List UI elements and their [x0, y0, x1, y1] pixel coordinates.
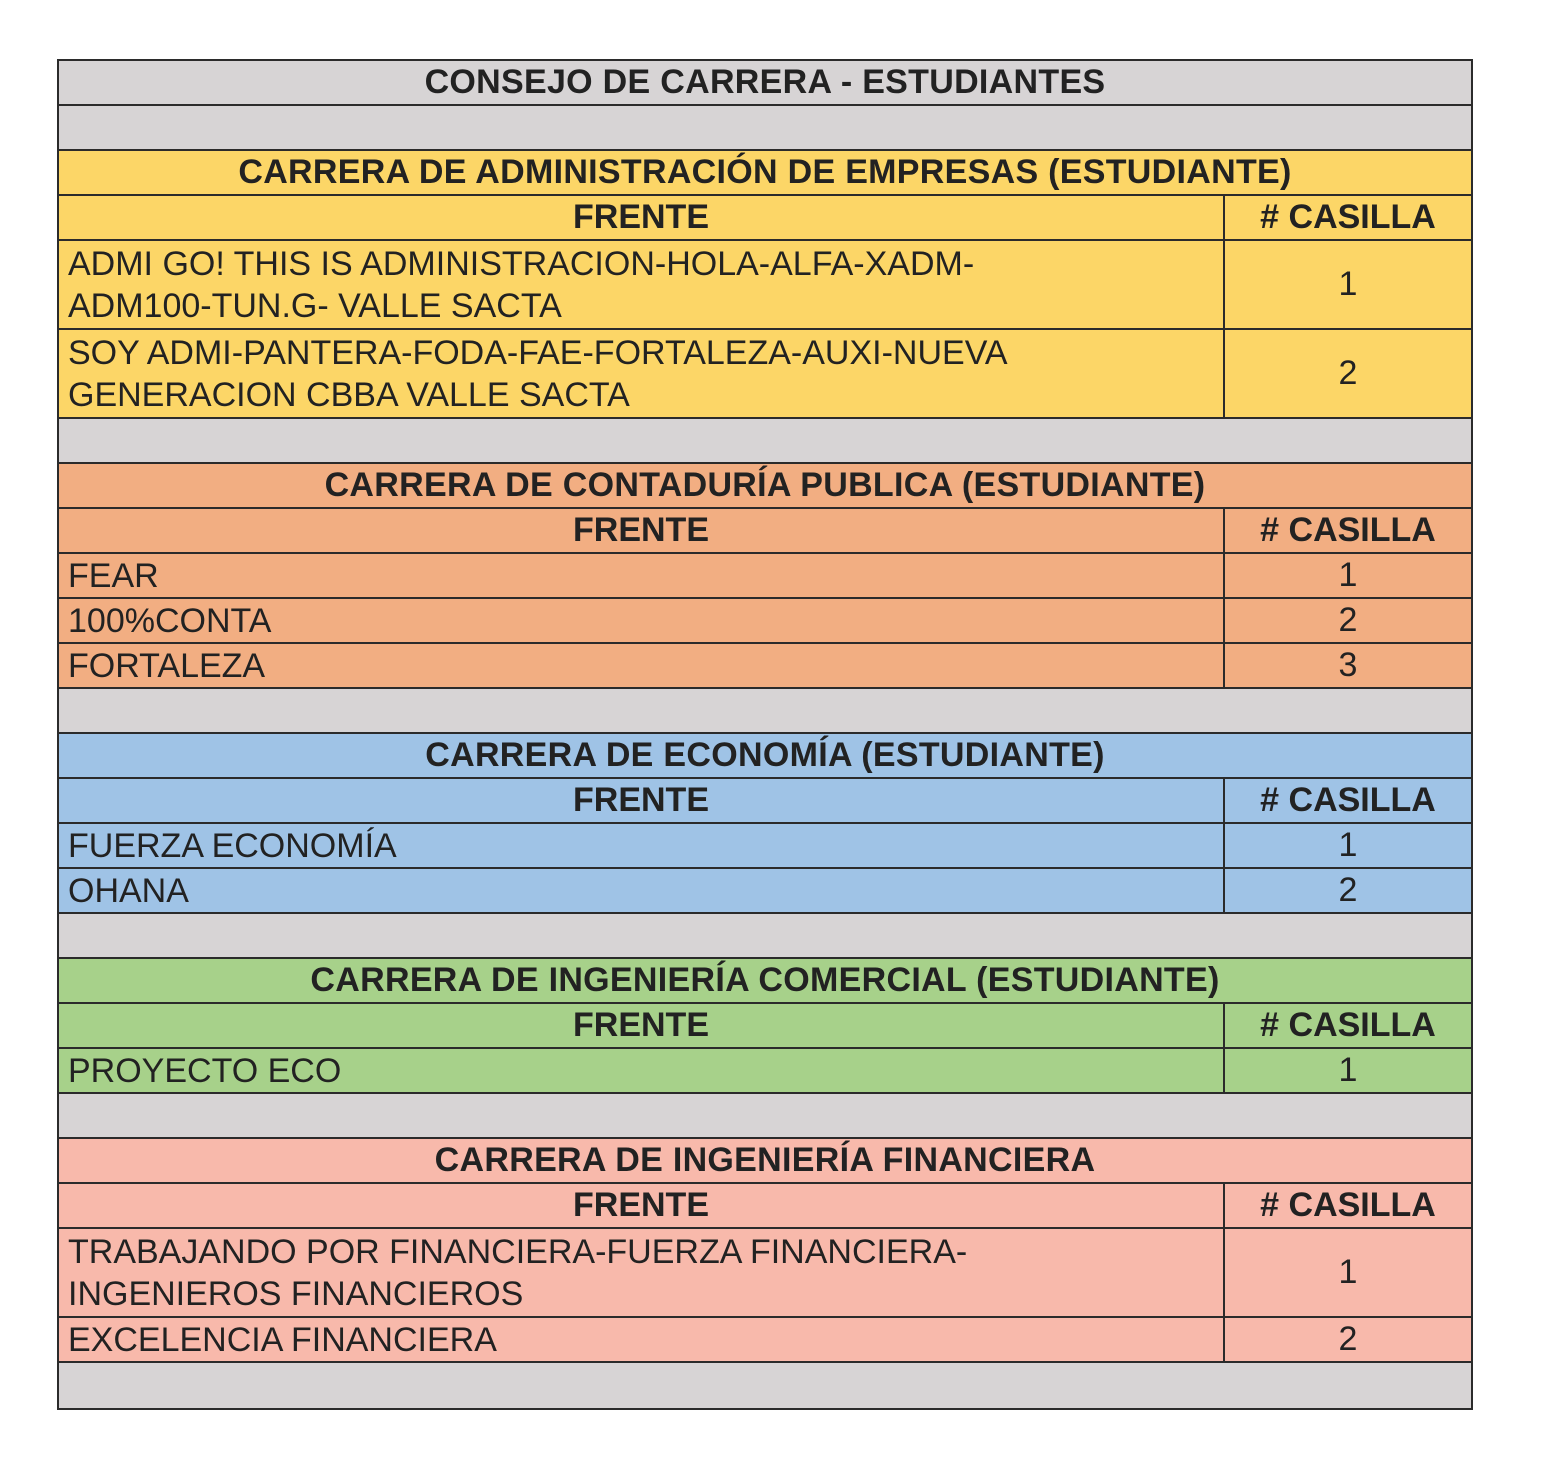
column-header-row [59, 196, 1471, 241]
table-row [59, 330, 1471, 419]
spacer-row [59, 1363, 1471, 1408]
section-title-economia: CARRERA DE ECONOMÍA (ESTUDIANTE) [59, 734, 1471, 779]
casilla-number: 1 [1338, 826, 1358, 864]
election-table [57, 59, 1473, 1410]
column-header-row [59, 779, 1471, 824]
frente-name: OHANA [59, 869, 1225, 912]
table-row [59, 869, 1471, 914]
frente-name: EXCELENCIA FINANCIERA [59, 1318, 1225, 1361]
frente-name: SOY ADMI-PANTERA-FODA-FAE-FORTALEZA-AUXI-NUEVA GENERACION CBBA VALLE SACTA [59, 330, 1225, 417]
spacer-row [59, 1094, 1471, 1139]
section-title-ingenieria-financiera: CARRERA DE INGENIERÍA FINANCIERA [59, 1139, 1471, 1184]
column-header-row [59, 1184, 1471, 1229]
table-row [59, 599, 1471, 644]
frente-name: 100%CONTA [59, 599, 1225, 642]
header-casilla: # CASILLA [1260, 511, 1436, 549]
table-row [59, 1318, 1471, 1363]
section-title-administracion: CARRERA DE ADMINISTRACIÓN DE EMPRESAS (ESTUDIANTE) [59, 151, 1471, 196]
frente-name: PROYECTO ECO [59, 1049, 1225, 1092]
spacer-row [59, 419, 1471, 464]
casilla-number: 2 [1338, 354, 1358, 392]
spacer-row [59, 106, 1471, 151]
table-row [59, 554, 1471, 599]
header-casilla: # CASILLA [1260, 198, 1436, 236]
section-title-ingenieria-comercial: CARRERA DE INGENIERÍA COMERCIAL (ESTUDIANTE) [59, 959, 1471, 1004]
header-casilla: # CASILLA [1260, 781, 1436, 819]
casilla-number: 1 [1338, 1253, 1358, 1291]
table-title: CONSEJO DE CARRERA - ESTUDIANTES [59, 61, 1471, 106]
casilla-number: 1 [1338, 556, 1358, 594]
table-row [59, 824, 1471, 869]
casilla-number: 1 [1338, 265, 1358, 303]
spacer-row [59, 689, 1471, 734]
frente-name: FORTALEZA [59, 644, 1225, 687]
column-header-row [59, 509, 1471, 554]
table-row [59, 644, 1471, 689]
frente-name: ADMI GO! THIS IS ADMINISTRACION-HOLA-ALFA-XADM- ADM100-TUN.G- VALLE SACTA [59, 241, 1225, 328]
header-frente: FRENTE [59, 779, 1225, 822]
frente-name: TRABAJANDO POR FINANCIERA-FUERZA FINANCIERA- INGENIEROS FINANCIEROS [59, 1229, 1225, 1316]
casilla-number: 2 [1338, 871, 1358, 909]
casilla-number: 2 [1338, 1320, 1358, 1358]
spacer-row [59, 914, 1471, 959]
header-frente: FRENTE [59, 509, 1225, 552]
casilla-number: 1 [1338, 1051, 1358, 1089]
section-title-contaduria: CARRERA DE CONTADURÍA PUBLICA (ESTUDIANTE) [59, 464, 1471, 509]
frente-name: FEAR [59, 554, 1225, 597]
table-row [59, 241, 1471, 330]
header-frente: FRENTE [59, 1184, 1225, 1227]
casilla-number: 3 [1338, 646, 1358, 684]
header-casilla: # CASILLA [1260, 1006, 1436, 1044]
header-frente: FRENTE [59, 196, 1225, 239]
table-row [59, 1229, 1471, 1318]
column-header-row [59, 1004, 1471, 1049]
table-row [59, 1049, 1471, 1094]
header-frente: FRENTE [59, 1004, 1225, 1047]
header-casilla: # CASILLA [1260, 1186, 1436, 1224]
frente-name: FUERZA ECONOMÍA [59, 824, 1225, 867]
casilla-number: 2 [1338, 601, 1358, 639]
